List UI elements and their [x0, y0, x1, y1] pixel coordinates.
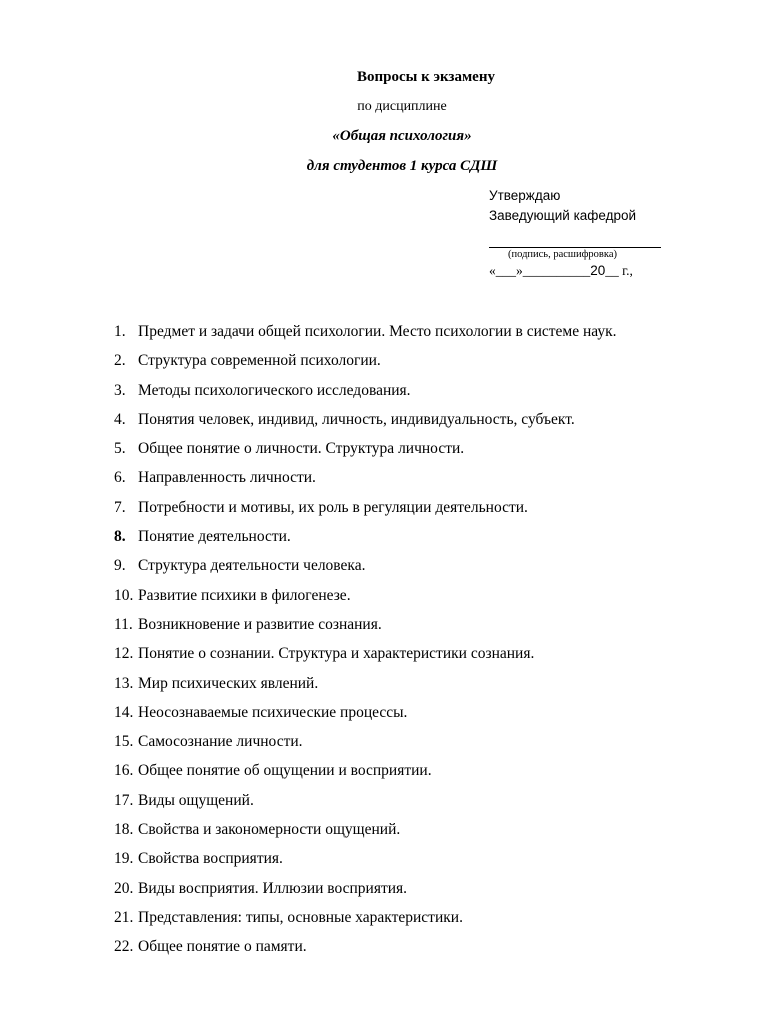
question-text: Понятия человек, индивид, личность, индивидуальность, субъект.	[138, 410, 575, 428]
list-item	[0, 850, 768, 879]
list-item	[0, 821, 768, 850]
student-group: для студентов 1 курса СДШ	[306, 158, 498, 174]
question-text: Виды восприятия. Иллюзии восприятия.	[138, 879, 408, 897]
question-text: Свойства восприятия.	[138, 850, 283, 868]
question-text: Структура деятельности человека.	[138, 557, 366, 575]
question-text: Общее понятие о памяти.	[138, 938, 307, 956]
list-item	[0, 499, 768, 528]
approval-line-1: Утверждаю	[489, 188, 561, 203]
question-text: Неосознаваемые психические процессы.	[138, 703, 408, 721]
question-text: Предмет и задачи общей психологии. Место психологии в системе наук.	[138, 323, 617, 340]
question-number: 22.	[114, 938, 134, 956]
question-number: 19.	[114, 850, 134, 868]
date-year: 20	[590, 263, 606, 278]
question-text: Возникновение и развитие сознания.	[138, 615, 382, 633]
question-number: 7.	[114, 498, 126, 516]
question-number: 13.	[114, 674, 134, 692]
question-text: Методы психологического исследования.	[138, 381, 411, 399]
list-item	[0, 704, 768, 733]
question-number: 14.	[114, 703, 134, 721]
document-subtitle: по дисциплине	[357, 99, 447, 114]
list-item	[0, 733, 768, 762]
question-list	[0, 323, 768, 968]
question-number: 15.	[114, 733, 134, 751]
list-item	[0, 469, 768, 498]
document-title: Вопросы к экзамену	[357, 69, 495, 85]
signature-line	[489, 247, 661, 248]
question-text: Мир психических явлений.	[138, 674, 319, 692]
question-number: 16.	[114, 762, 134, 780]
list-item	[0, 382, 768, 411]
question-text: Развитие психики в филогенезе.	[138, 586, 351, 604]
question-number: 21.	[114, 908, 134, 926]
date-prefix: «___»__________	[489, 263, 591, 278]
question-text: Представления: типы, основные характеристики.	[138, 908, 463, 926]
approval-block	[489, 186, 636, 226]
question-text: Виды ощущений.	[138, 791, 254, 809]
approval-line-2: Заведующий кафедрой	[489, 208, 637, 223]
list-item	[0, 675, 768, 704]
list-item	[0, 762, 768, 791]
list-item	[0, 440, 768, 469]
signature-caption: (подпись, расшифровка)	[508, 249, 617, 260]
question-text: Понятие деятельности.	[138, 528, 291, 546]
list-item	[0, 411, 768, 440]
question-text: Потребности и мотивы, их роль в регуляции деятельности.	[138, 498, 528, 516]
question-number: 4.	[114, 410, 126, 428]
question-number: 20.	[114, 879, 134, 897]
question-text: Структура современной психологии.	[138, 352, 381, 370]
list-item	[0, 557, 768, 586]
question-number: 11.	[114, 615, 133, 633]
list-item	[0, 792, 768, 821]
discipline-name: «Общая психология»	[332, 128, 472, 144]
question-number: 6.	[114, 469, 126, 487]
question-number: 8.	[114, 528, 126, 546]
question-number: 2.	[114, 352, 126, 370]
date-suffix: __ г.,	[605, 263, 633, 278]
list-item	[0, 909, 768, 938]
question-number: 9.	[114, 557, 126, 575]
question-text: Самосознание личности.	[138, 733, 303, 751]
approval-date	[489, 263, 633, 279]
list-item	[0, 323, 768, 352]
list-item	[0, 528, 768, 557]
question-number: 10.	[114, 586, 134, 604]
question-number: 17.	[114, 791, 134, 809]
list-item	[0, 645, 768, 674]
list-item	[0, 938, 768, 967]
question-text: Общее понятие о личности. Структура личности.	[138, 440, 465, 458]
question-text: Направленность личности.	[138, 469, 316, 487]
question-number: 12.	[114, 645, 134, 663]
question-number: 3.	[114, 381, 126, 399]
list-item	[0, 587, 768, 616]
question-number: 18.	[114, 821, 134, 839]
question-text: Понятие о сознании. Структура и характеристики сознания.	[138, 645, 535, 663]
question-text: Общее понятие об ощущении и восприятии.	[138, 762, 432, 780]
list-item	[0, 352, 768, 381]
list-item	[0, 616, 768, 645]
question-number: 5.	[114, 440, 126, 458]
list-item	[0, 880, 768, 909]
question-text: Свойства и закономерности ощущений.	[138, 821, 401, 839]
question-number: 1.	[114, 323, 126, 340]
